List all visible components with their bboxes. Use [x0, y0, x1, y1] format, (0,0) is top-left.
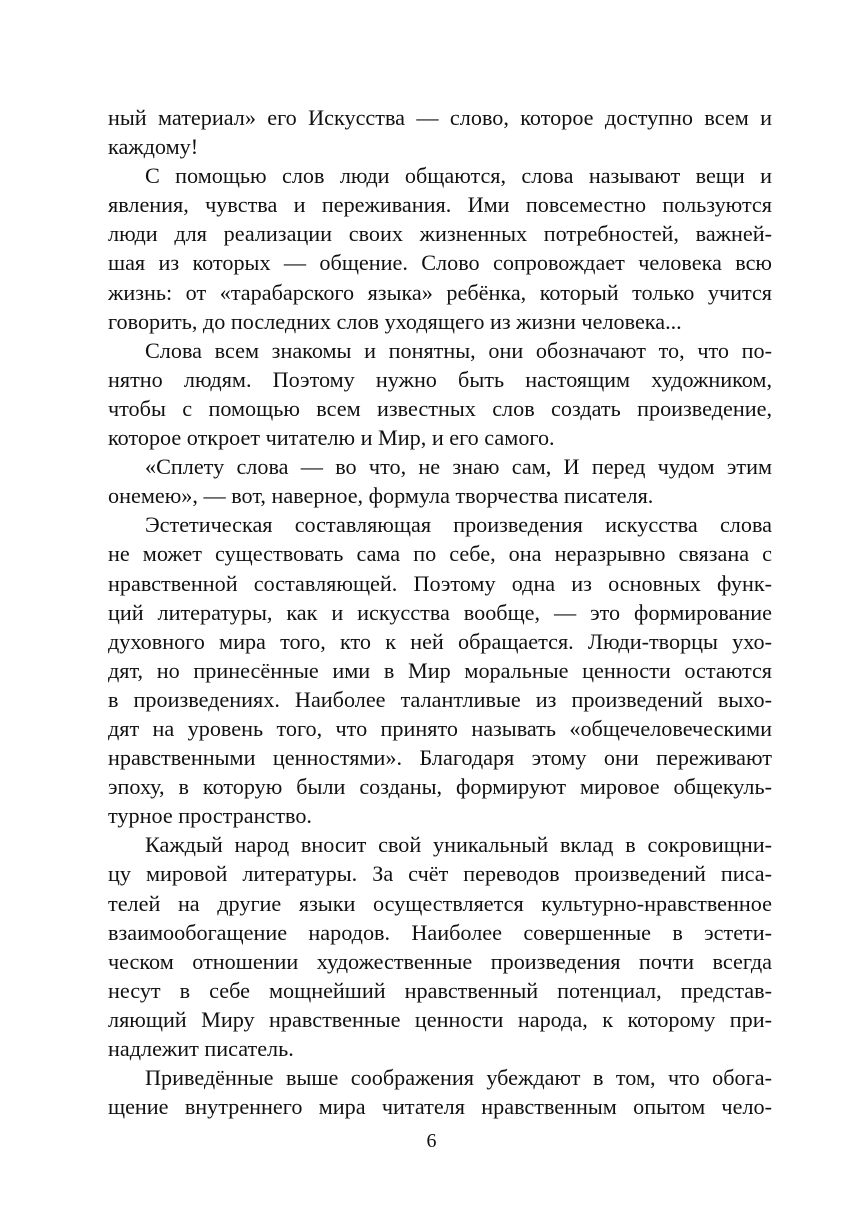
text-line: ций литературы, как и искусства вообще, — это формирование [108, 599, 772, 625]
body-text [108, 103, 772, 1121]
paragraph [108, 1063, 772, 1121]
text-line: шая из которых — общение. Слово сопровождает человека всю [108, 250, 772, 276]
text-line: нятно людям. Поэтому нужно быть настоящим художником, [108, 366, 772, 392]
paragraph [108, 336, 772, 452]
text-line: надлежит писатель. [108, 1036, 294, 1061]
paragraph [108, 103, 772, 161]
text-line: не может существовать сама по себе, она неразрывно связана с [108, 541, 772, 567]
text-line: взаимообогащение народов. Наиболее совершенные в эстети- [108, 919, 772, 945]
text-line: онемею», — вот, наверное, формула творчества писателя. [108, 483, 654, 509]
text-line: щение внутреннего мира читателя нравственным опытом чело- [108, 1094, 772, 1120]
text-line: эпоху, в которую были созданы, формируют мировое общекуль- [108, 774, 772, 800]
text-line: несут в себе мощнейший нравственный потенциал, представ- [108, 977, 772, 1003]
text-line: Слова всем знакомы и понятны, они обозначают то, что по- [145, 337, 772, 363]
paragraph [108, 510, 772, 830]
text-line: дят на уровень того, что принято называть «общечеловеческими [108, 715, 772, 741]
text-line: турное пространство. [108, 803, 312, 829]
page-number: 6 [426, 1130, 437, 1152]
text-line: Приведённые выше соображения убеждают в том, что обога- [145, 1065, 772, 1091]
text-line: явления, чувства и переживания. Ими повсеместно пользуются [108, 192, 772, 218]
text-line: нравственной составляющей. Поэтому одна из основных функ- [108, 570, 772, 596]
text-line: люди для реализации своих жизненных потребностей, важней- [108, 221, 772, 247]
text-line: Эстетическая составляющая произведения искусства слова [145, 512, 772, 538]
text-line: каждому! [108, 134, 199, 160]
text-line: которое откроет читателю и Мир, и его самого. [108, 425, 555, 451]
text-line: духовного мира того, кто к ней обращается. Люди-творцы ухо- [108, 628, 772, 654]
paragraph [108, 452, 772, 510]
text-line: в произведениях. Наиболее талантливые из произведений выхо- [108, 686, 772, 712]
text-line: жизнь: от «тарабарского языка» ребёнка, который только учится [108, 279, 772, 305]
text-line: ный материал» его Искусства — слово, которое доступно всем и [108, 105, 772, 130]
text-line: говорить, до последних слов уходящего из жизни человека... [108, 308, 682, 334]
text-line: нравственными ценностями». Благодаря этому они переживают [108, 745, 772, 771]
text-line: Каждый народ вносит свой уникальный вклад в сокровищни- [145, 832, 772, 858]
text-line: цу мировой литературы. За счёт переводов произведений писа- [108, 861, 772, 887]
text-line: «Сплету слова — во что, не знаю сам, И перед чудом этим [145, 454, 772, 480]
text-line: ческом отношении художественные произведения почти всегда [108, 948, 772, 974]
text-line: телей на другие языки осуществляется культурно-нравственное [108, 890, 772, 916]
paragraph [108, 830, 772, 1063]
text-line: ляющий Миру нравственные ценности народа, к которому при- [108, 1006, 772, 1032]
text-line: С помощью слов люди общаются, слова называют вещи и [145, 163, 772, 189]
paragraph [108, 161, 772, 336]
text-line: дят, но принесённые ими в Мир моральные ценности остаются [108, 657, 772, 683]
text-line: чтобы с помощью всем известных слов создать произведение, [108, 395, 772, 421]
